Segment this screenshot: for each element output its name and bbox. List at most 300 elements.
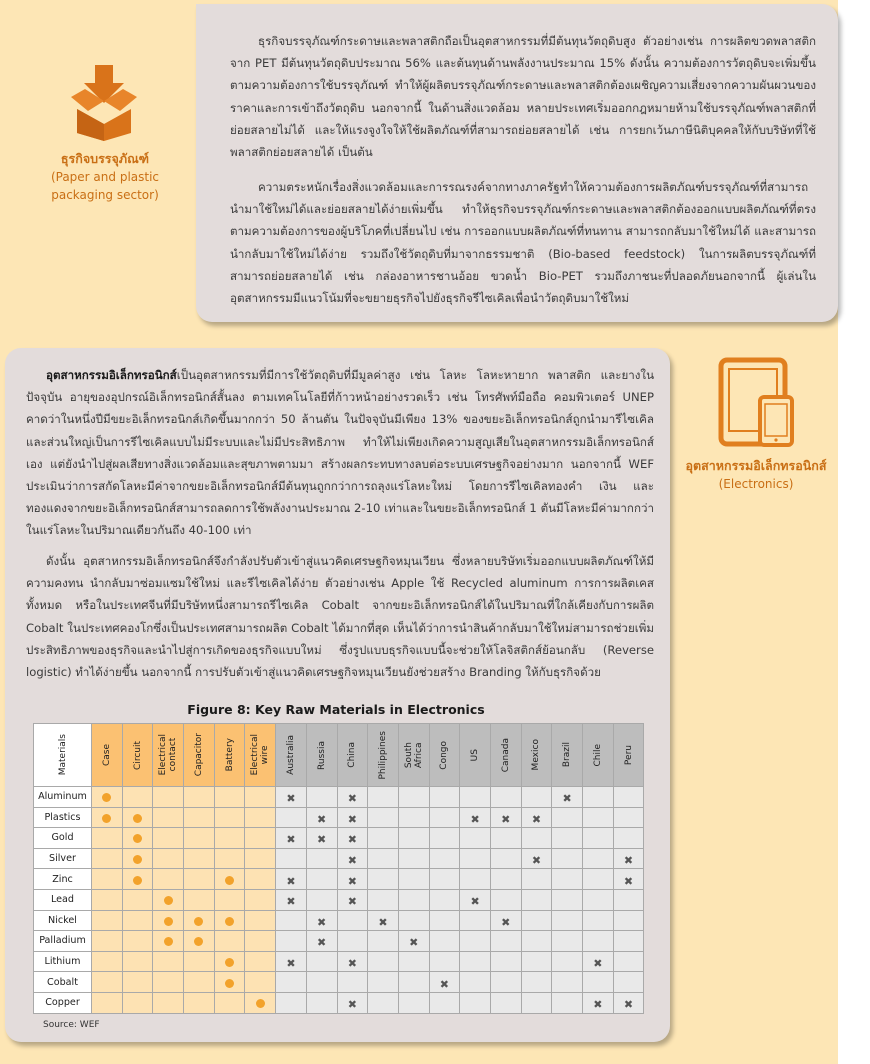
country-cell [276,931,307,952]
usage-dot-icon [225,876,234,885]
country-cell [521,848,552,869]
country-cell [276,992,307,1013]
country-cell [613,951,644,972]
usage-dot-icon [225,917,234,926]
category-cell [92,910,123,931]
country-cell [368,992,399,1013]
table-row [34,931,644,952]
country-cell [368,807,399,828]
category-cell [245,992,276,1013]
category-cell [214,951,245,972]
header-country-11-label: Peru [623,744,634,766]
category-cell [122,972,153,993]
country-cell [429,787,460,808]
country-cell [583,992,614,1013]
usage-dot-icon [133,876,142,885]
country-cell [398,848,429,869]
producer-cross-icon: ✖ [286,957,296,971]
country-cell [490,972,521,993]
country-cell [276,910,307,931]
usage-dot-icon [133,814,142,823]
country-cell [460,972,491,993]
material-label: Zinc [34,869,92,890]
country-cell [429,910,460,931]
country-cell [613,848,644,869]
category-cell [245,910,276,931]
country-cell [337,848,368,869]
country-cell [490,992,521,1013]
producer-cross-icon: ✖ [286,833,296,847]
figure-source: Source: WEF [43,1020,100,1030]
table-row [34,951,644,972]
country-cell [460,889,491,910]
country-cell [583,889,614,910]
category-cell [153,848,184,869]
producer-cross-icon: ✖ [347,792,357,806]
category-cell [122,869,153,890]
producer-cross-icon: ✖ [623,998,634,1012]
category-cell [153,931,184,952]
country-cell [368,951,399,972]
country-cell [583,951,614,972]
category-cell [214,992,245,1013]
header-country-3-label: Philippines [378,730,389,780]
country-cell [490,951,521,972]
header-category-5-label: Electrical wire [250,734,271,776]
header-country-5 [429,724,460,787]
header-country-11 [613,724,644,787]
producer-cross-icon: ✖ [470,895,480,909]
usage-dot-icon [102,793,111,802]
category-cell [122,992,153,1013]
country-cell [552,869,583,890]
category-cell [214,828,245,849]
country-cell [306,787,337,808]
category-cell [184,869,215,890]
header-category-1-label: Circuit [132,740,143,770]
category-cell [184,807,215,828]
country-cell [552,910,583,931]
country-cell [490,848,521,869]
country-cell [276,869,307,890]
electronics-sector-title-en: (Electronics) [718,477,794,491]
country-cell [460,828,491,849]
material-label: Palladium [34,931,92,952]
material-label: Nickel [34,910,92,931]
material-label: Plastics [34,807,92,828]
category-cell [92,807,123,828]
producer-cross-icon: ✖ [286,874,296,888]
country-cell [398,828,429,849]
category-cell [122,828,153,849]
producer-cross-icon: ✖ [317,833,327,847]
country-cell [368,889,399,910]
header-country-1 [306,724,337,787]
table-row [34,848,644,869]
category-cell [122,910,153,931]
country-cell [613,787,644,808]
country-cell [521,889,552,910]
category-cell [214,889,245,910]
electronics-sector-title-th: อุตสาหกรรมอิเล็กทรอนิกส์ [685,458,827,473]
country-cell [306,992,337,1013]
country-cell [306,910,337,931]
category-cell [184,889,215,910]
category-cell [153,951,184,972]
producer-cross-icon: ✖ [347,854,357,868]
table-row [34,807,644,828]
producer-cross-icon: ✖ [501,915,511,929]
header-country-0 [276,724,307,787]
country-cell [521,910,552,931]
country-cell [552,828,583,849]
table-row [34,889,644,910]
producer-cross-icon: ✖ [531,854,542,868]
category-cell [214,807,245,828]
category-cell [122,848,153,869]
usage-dot-icon [164,937,173,946]
packaging-sector-label [40,150,170,204]
country-cell [337,889,368,910]
category-cell [184,931,215,952]
category-cell [122,787,153,808]
category-cell [92,931,123,952]
country-cell [521,931,552,952]
country-cell [276,889,307,910]
country-cell [490,807,521,828]
header-country-7 [490,724,521,787]
country-cell [613,869,644,890]
country-cell [613,807,644,828]
country-cell [460,931,491,952]
country-cell [276,828,307,849]
electronics-paragraph-lead: อุตสาหกรรมอิเล็กทรอนิกส์ [46,368,177,382]
packaging-sector-title-en-2: packaging sector) [51,188,159,202]
country-cell [583,828,614,849]
header-category-3 [184,724,215,787]
country-cell [398,787,429,808]
country-cell [276,951,307,972]
country-cell [368,828,399,849]
category-cell [214,910,245,931]
usage-dot-icon [194,917,203,926]
country-cell [460,787,491,808]
category-cell [214,869,245,890]
header-category-3-label: Capacitor [193,733,204,777]
material-label: Copper [34,992,92,1013]
usage-dot-icon [194,937,203,946]
category-cell [153,869,184,890]
header-country-3 [368,724,399,787]
header-country-10 [583,724,614,787]
country-cell [429,828,460,849]
category-cell [92,848,123,869]
country-cell [306,951,337,972]
packaging-sector-title-th: ธุรกิจบรรจุภัณฑ์ [60,151,150,166]
country-cell [398,807,429,828]
country-cell [368,931,399,952]
category-cell [153,787,184,808]
country-cell [398,889,429,910]
country-cell [306,931,337,952]
country-cell [583,848,614,869]
producer-cross-icon: ✖ [317,812,327,826]
country-cell [613,910,644,931]
header-country-4 [398,724,429,787]
raw-materials-table [33,723,644,1014]
category-cell [245,828,276,849]
country-cell [337,992,368,1013]
usage-dot-icon [164,896,173,905]
country-cell [583,931,614,952]
category-cell [184,992,215,1013]
header-category-2-label: Electrical contact [158,734,179,776]
category-cell [245,807,276,828]
category-cell [245,869,276,890]
electronics-paragraph-2: ดังนั้น อุตสาหกรรมอิเล็กทรอนิกส์จึงกำลังปรับตัวเข้าสู่แนวคิดเศรษฐกิจหมุนเวียน ซึ่งหลายบริษัทเริ่มออกแบบผลิตภัณฑ์ให้มีความคงทน นำกลับมาซ่อมแซมใช้ใหม่ และรีไซเคิลได้ง่าย ตัวอย่างเช่น Apple ใช้ Recycled aluminum การการผลิตเคสทั้งหมด หรือในประเทศจีนที่มีบริษัทหนึ่งสามารถรีไซเคิล Cobalt จากขยะอิเล็กทรอนิกส์ได้ในปริมาณที่ใกล้เคียงกับการผลิต Cobalt ในประเทศคองโกซึ่งเป็นประเทศสามารถผลิต Cobalt ได้มากที่สุด เห็นได้ว่าการนำสินค้ากลับมาใช้ใหม่สามารถช่วยเพิ่มประสิทธิภาพของธุรกิจและนำไปสู่การเกิดของธุรกิจแบบใหม่ ซึ่งรูปแบบธุรกิจแบบนี้จะช่วยให้โลจิสติกส์ย้อนกลับ (Reverse logistic) ทำได้ง่ายขึ้น นอกจากนี้ การปรับตัวเข้าสู่แนวคิดเศรษฐกิจหมุนเวียนยังช่วยสร้าง Branding ให้กับธุรกิจด้วย [26,554,654,680]
header-country-1-label: Russia [316,740,327,770]
category-cell [122,931,153,952]
material-label: Lithium [34,951,92,972]
country-cell [306,889,337,910]
category-cell [122,889,153,910]
category-cell [92,869,123,890]
category-cell [92,787,123,808]
country-cell [552,889,583,910]
country-cell [490,910,521,931]
producer-cross-icon: ✖ [286,895,296,909]
country-cell [460,992,491,1013]
header-country-9-label: Brazil [562,742,573,768]
category-cell [92,828,123,849]
box-download-icon [69,63,139,141]
producer-cross-icon: ✖ [347,998,357,1012]
country-cell [337,869,368,890]
producer-cross-icon: ✖ [286,792,296,806]
producer-cross-icon: ✖ [317,936,327,950]
country-cell [429,951,460,972]
table-row [34,992,644,1013]
country-cell [490,828,521,849]
country-cell [368,787,399,808]
table-row [34,787,644,808]
header-materials-label: Materials [57,734,68,776]
header-country-2-label: China [347,742,358,768]
country-cell [276,787,307,808]
category-cell [92,889,123,910]
producer-cross-icon: ✖ [470,812,480,826]
category-cell [153,889,184,910]
table-row [34,972,644,993]
header-country-5-label: Congo [439,740,450,770]
table-row [34,910,644,931]
country-cell [337,910,368,931]
country-cell [521,869,552,890]
header-country-8-label: Mexico [531,739,542,771]
header-country-7-label: Canada [500,737,511,773]
country-cell [583,910,614,931]
category-cell [153,807,184,828]
country-cell [583,787,614,808]
electronics-paragraph-1-body: เป็นอุตสาหกรรมที่มีการใช้วัตถุดิบที่มีมูลค่าสูง เช่น โลหะ โลหะหายาก พลาสติก และยางในปัจจุบัน อายุของอุปกรณ์อิเล็กทรอนิกส์สั้นลง ตามเทคโนโลยีที่ก้าวหน้าอย่างรวดเร็ว เช่น โทรศัพท์มือถือ คอมพิวเตอร์ UNEP คาดว่าในหนึ่งปีมีขยะอิเล็กทรอนิกส์เกิดขึ้นมากกว่า 50 ล้านตัน ในปัจจุบันมีเพียง 13% ของขยะอิเล็กทรอนิกส์ถูกนำมารีไซเคิล และส่วนใหญ่เป็นการรีไซเคิลแบบไม่มีระบบและไม่มีประสิทธิภาพ ทำให้ไม่เพียงเกิดความสูญเสียในอุตสาหกรรมอิเล็กทรอนิกส์เอง แต่ยังนำไปสู่ผลเสียทางสิ่งแวดล้อมและสุขภาพตามมา สร้างผลกระทบทางลบต่อระบบเศรษฐกิจอย่างมาก นอกจากนี้ WEF ประเมินว่าการสกัดโลหะมีค่าจากขยะอิเล็กทรอนิกส์มีต้นทุนถูกกว่าการถลุงแร่โลหะใหม่ โดยการรีไซเคิลทองคำ เงิน และทองแดงจากขยะอิเล็กทรอนิกส์สามารถลดการใช้พลังงานประมาณ 2-10 เท่าและในขยะอิเล็กทรอนิกส์ 1 ตันมีโลหะมีค่ามากกว่าในแร่โลหะในปริมาณเดียวกันถึง 40-100 เท่า [26,368,654,538]
country-cell [552,972,583,993]
country-cell [368,910,399,931]
table-row [34,828,644,849]
country-cell [460,848,491,869]
category-cell [122,807,153,828]
header-country-0-label: Australia [285,735,296,775]
country-cell [398,972,429,993]
usage-dot-icon [256,999,265,1008]
producer-cross-icon: ✖ [347,895,357,909]
country-cell [521,828,552,849]
country-cell [521,992,552,1013]
country-cell [429,848,460,869]
country-cell [583,869,614,890]
country-cell [306,807,337,828]
category-cell [245,787,276,808]
header-country-9 [552,724,583,787]
header-category-0-label: Case [101,743,112,767]
country-cell [613,972,644,993]
country-cell [368,848,399,869]
country-cell [552,931,583,952]
header-category-5 [245,724,276,787]
producer-cross-icon: ✖ [531,812,542,826]
country-cell [398,951,429,972]
producer-cross-icon: ✖ [593,957,603,971]
category-cell [92,951,123,972]
table-row [34,869,644,890]
country-cell [368,869,399,890]
category-cell [122,951,153,972]
producer-cross-icon: ✖ [623,874,634,888]
header-category-2 [153,724,184,787]
table-header-row [34,724,644,787]
country-cell [337,828,368,849]
country-cell [337,787,368,808]
packaging-sector-title-en-1: (Paper and plastic [50,170,160,184]
country-cell [552,848,583,869]
country-cell [337,951,368,972]
tablet-phone-icon [718,357,796,449]
country-cell [306,972,337,993]
category-cell [153,972,184,993]
producer-cross-icon: ✖ [347,812,357,826]
producer-cross-icon: ✖ [347,874,357,888]
country-cell [398,869,429,890]
category-cell [184,848,215,869]
country-cell [613,889,644,910]
country-cell [521,787,552,808]
country-cell [429,992,460,1013]
category-cell [245,889,276,910]
category-cell [214,972,245,993]
category-cell [214,848,245,869]
figure-title: Figure 8: Key Raw Materials in Electronics [187,702,485,717]
country-cell [460,807,491,828]
country-cell [460,951,491,972]
country-cell [306,848,337,869]
producer-cross-icon: ✖ [623,854,634,868]
country-cell [276,972,307,993]
country-cell [613,992,644,1013]
category-cell [245,931,276,952]
packaging-text-card [196,4,838,322]
country-cell [583,972,614,993]
category-cell [153,828,184,849]
country-cell [552,992,583,1013]
electronics-sector-label [676,457,836,493]
country-cell [521,972,552,993]
header-category-4-label: Battery [224,738,235,772]
producer-cross-icon: ✖ [562,792,572,806]
country-cell [613,931,644,952]
header-country-8 [521,724,552,787]
country-cell [276,848,307,869]
country-cell [398,910,429,931]
header-category-0 [92,724,123,787]
producer-cross-icon: ✖ [317,915,327,929]
producer-cross-icon: ✖ [501,812,511,826]
country-cell [398,931,429,952]
country-cell [460,869,491,890]
usage-dot-icon [225,958,234,967]
producer-cross-icon: ✖ [439,977,450,991]
country-cell [429,807,460,828]
table-body [34,787,644,1014]
country-cell [429,889,460,910]
material-label: Lead [34,889,92,910]
category-cell [92,992,123,1013]
country-cell [306,869,337,890]
country-cell [521,951,552,972]
category-cell [184,828,215,849]
usage-dot-icon [102,814,111,823]
country-cell [613,828,644,849]
producer-cross-icon: ✖ [347,833,357,847]
country-cell [429,869,460,890]
packaging-paragraph-2: ความตระหนักเรื่องสิ่งแวดล้อมและการรณรงค์จากทางภาครัฐทำให้ความต้องการผลิตภัณฑ์บรรจุภัณฑ์ที่สามารถนำมาใช้ใหม่ได้และย่อยสลายได้ง่ายเพิ่มขึ้น ทำให้ธุรกิจบรรจุภัณฑ์กระดาษและพลาสติกต้องออกแบบผลิตภัณฑ์ที่ตรงตามความต้องการของผู้บริโภคที่เปลี่ยนไป เช่น การออกแบบผลิตภัณฑ์ที่ทนทาน สามารถกลับมาใช้ใหม่ได้ และสามารถนำกลับมาใช้ใหม่ได้ง่าย รวมถึงใช้วัตถุดิบที่มาจากธรรมชาติ (Bio-based feedstock) ในการผลิตบรรจุภัณฑ์ที่สามารถย่อยสลายได้ เช่น กล่องอาหารชานอ้อย ขวดน้ำ Bio-PET รวมถึงภาชนะที่ปลอดภัยนอกจากนี้ ผู้เล่นในอุตสาหกรรมมีแนวโน้มที่จะขยายธุรกิจไปยังธุรกิจรีไซเคิลเพื่อนำวัตถุดิบมาใช้ใหม่ [230,180,816,306]
country-cell [490,931,521,952]
producer-cross-icon: ✖ [593,998,603,1012]
country-cell [552,787,583,808]
category-cell [153,910,184,931]
country-cell [429,931,460,952]
country-cell [460,910,491,931]
material-label: Cobalt [34,972,92,993]
category-cell [184,972,215,993]
country-cell [490,889,521,910]
usage-dot-icon [225,979,234,988]
header-category-4 [214,724,245,787]
packaging-paragraph-1: ธุรกิจบรรจุภัณฑ์กระดาษและพลาสติกถือเป็นอุตสาหกรรมที่มีต้นทุนวัตถุดิบสูง ตัวอย่างเช่น การผลิตขวดพลาสติกจาก PET มีต้นทุนวัตถุดิบประมาณ 56% และต้นทุนด้านพลังงานประมาณ 15% ดังนั้น ความต้องการวัตถุดิบจะเพิ่มขึ้นตามความต้องการใช้บรรจุภัณฑ์ ทำให้ผู้ผลิตบรรจุภัณฑ์กระดาษและพลาสติกต้องเผชิญความเสี่ยงจากความผันผวนของราคาและการเข้าถึงวัตถุดิบ นอกจากนี้ ในด้านสิ่งแวดล้อม หลายประเทศเริ่มออกกฎหมายห้ามใช้บรรจุภัณฑ์พลาสติกที่ย่อยสลายไม่ได้ และให้แรงจูงใจให้ใช้ผลิตภัณฑ์ที่สามารถย่อยสลายได้ เช่น การยกเว้นภาษีนิติบุคคลให้กับบริษัทที่ใช้พลาสติกย่อยสลายได้ เป็นต้น [230,34,816,160]
country-cell [337,931,368,952]
header-country-4-label: South Africa [403,741,424,769]
header-country-6 [460,724,491,787]
producer-cross-icon: ✖ [378,915,388,929]
country-cell [490,869,521,890]
category-cell [214,931,245,952]
header-country-6-label: US [470,748,481,762]
country-cell [368,972,399,993]
category-cell [245,951,276,972]
producer-cross-icon: ✖ [409,936,419,950]
category-cell [184,787,215,808]
country-cell [552,807,583,828]
category-cell [184,951,215,972]
category-cell [153,992,184,1013]
